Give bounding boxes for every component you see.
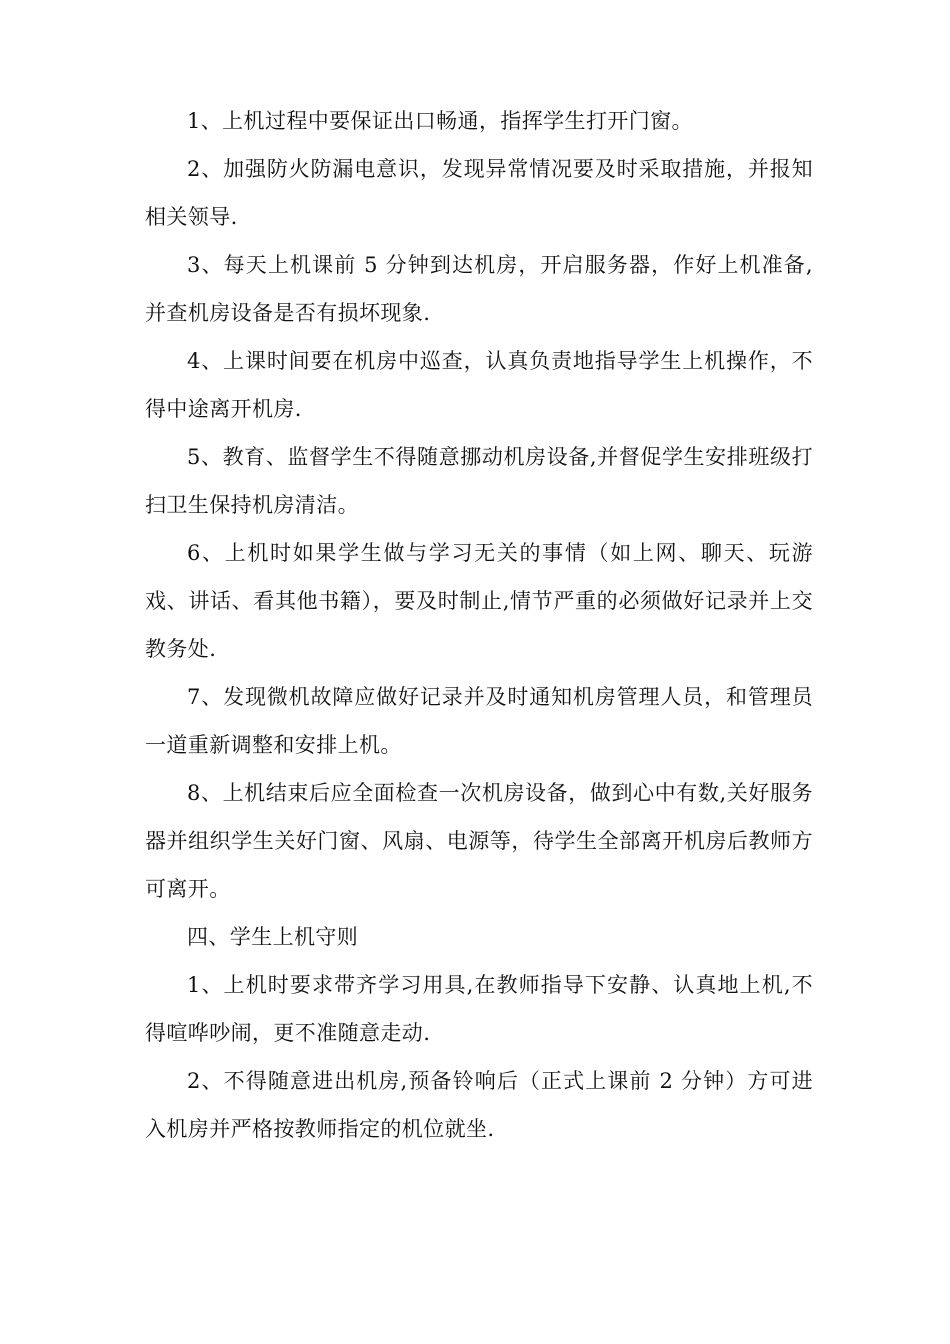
paragraph-student-rule-1: 1、上机时要求带齐学习用具,在教师指导下安静、认真地上机,不得喧哗吵闹，更不准随意走动. xyxy=(145,973,813,1045)
paragraph-teacher-rule-2: 2、加强防火防漏电意识，发现异常情况要及时采取措施，并报知相关领导. xyxy=(145,157,813,229)
paragraph-student-rule-2: 2、不得随意进出机房,预备铃响后（正式上课前 2 分钟）方可进入机房并严格按教师指定的机位就坐. xyxy=(145,1069,813,1141)
paragraph-teacher-rule-3: 3、每天上机课前 5 分钟到达机房，开启服务器，作好上机准备,并查机房设备是否有损坏现象. xyxy=(145,253,813,325)
section-heading-student-rules: 四、学生上机守则 xyxy=(187,925,359,949)
paragraph-teacher-rule-6: 6、上机时如果学生做与学习无关的事情（如上网、聊天、玩游戏、讲话、看其他书籍），要及时制止,情节严重的必须做好记录并上交教务处. xyxy=(145,541,813,661)
paragraph-teacher-rule-4: 4、上课时间要在机房中巡查，认真负责地指导学生上机操作，不得中途离开机房. xyxy=(145,349,813,421)
document-body xyxy=(145,97,813,1153)
paragraph-teacher-rule-5: 5、教育、监督学生不得随意挪动机房设备,并督促学生安排班级打扫卫生保持机房清洁。 xyxy=(145,445,813,517)
paragraph-teacher-rule-1: 1、上机过程中要保证出口畅通，指挥学生打开门窗。 xyxy=(187,109,693,133)
paragraph-teacher-rule-7: 7、发现微机故障应做好记录并及时通知机房管理人员，和管理员一道重新调整和安排上机。 xyxy=(145,685,813,757)
paragraph-teacher-rule-8: 8、上机结束后应全面检查一次机房设备，做到心中有数,关好服务器并组织学生关好门窗、风扇、电源等，待学生全部离开机房后教师方可离开。 xyxy=(145,781,813,901)
